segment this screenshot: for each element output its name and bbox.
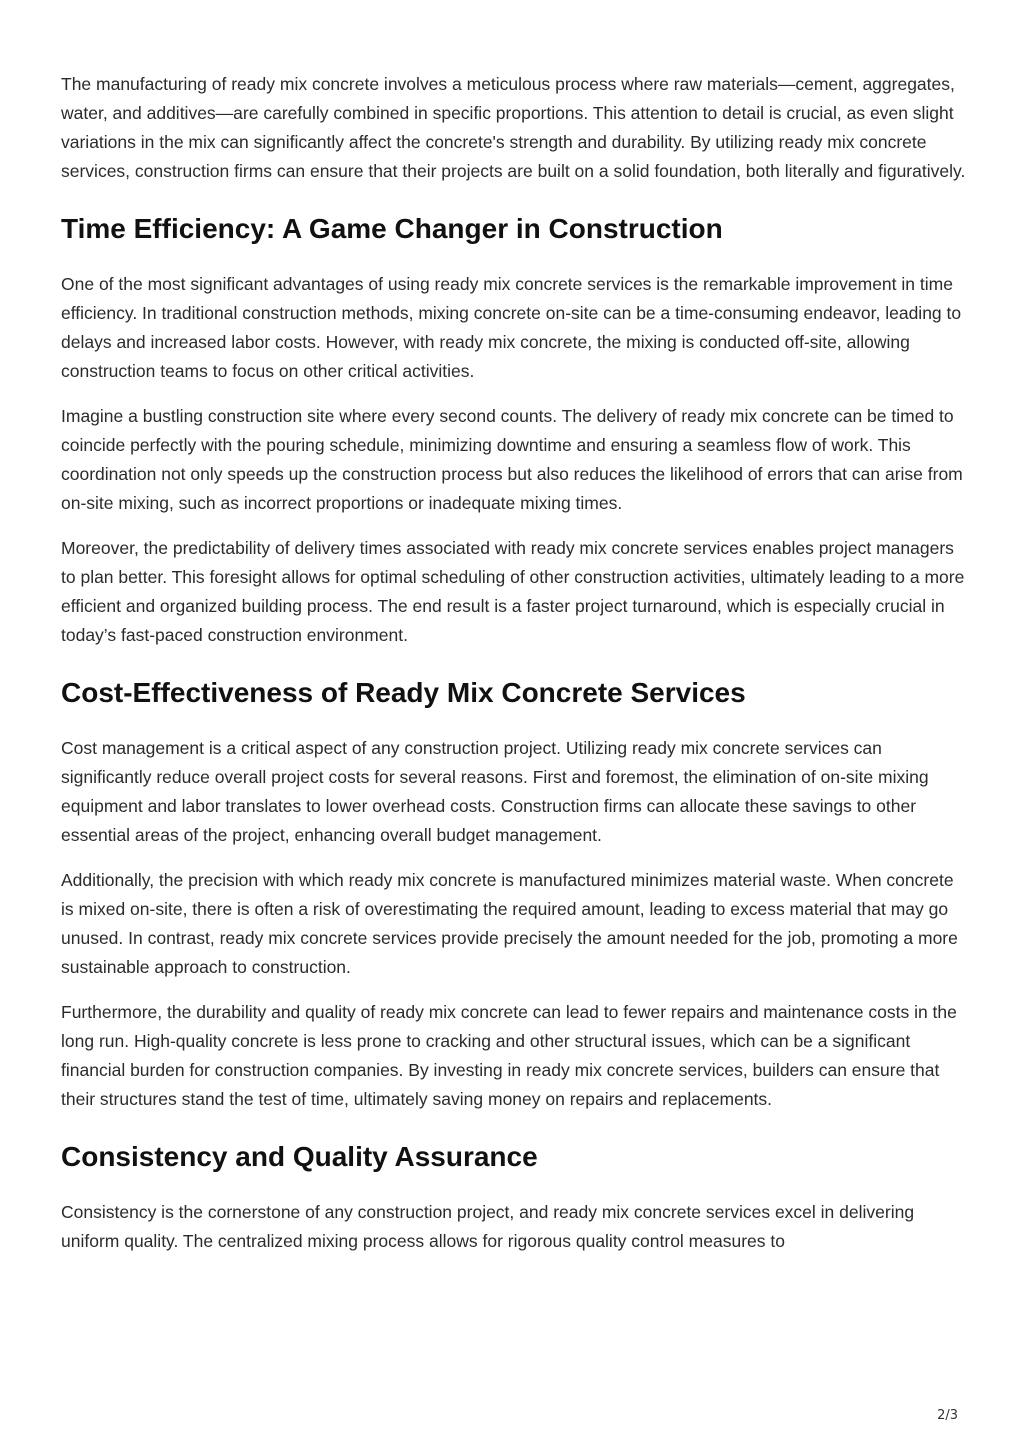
section-heading-time-efficiency: Time Efficiency: A Game Changer in Construction xyxy=(61,213,723,244)
page-number: 2/3 xyxy=(937,1408,958,1423)
intro-paragraph: The manufacturing of ready mix concrete involves a meticulous process where raw materials—cement, aggregates, water, and additives—are carefully combined in specific proportions. This attention to detail is crucial, as even slight variations in the mix can significantly affect the concrete's strength and durability. By utilizing ready mix concrete services, construction firms can ensure that their projects are built on a solid foundation, both literally and figuratively. xyxy=(61,74,966,181)
time-efficiency-paragraph-3: Moreover, the predictability of delivery times associated with ready mix concrete services enables project managers to plan better. This foresight allows for optimal scheduling of other construction activities, ultimately leading to a more efficient and organized building process. The end result is a faster project turnaround, which is especially crucial in today’s fast-paced construction environment. xyxy=(61,538,965,645)
document-body xyxy=(61,70,971,1272)
consistency-paragraph-1: Consistency is the cornerstone of any construction project, and ready mix concrete services excel in delivering uniform quality. The centralized mixing process allows for rigorous quality control measures to xyxy=(61,1202,915,1251)
cost-effectiveness-paragraph-3: Furthermore, the durability and quality of ready mix concrete can lead to fewer repairs and maintenance costs in the long run. High-quality concrete is less prone to cracking and other structural issues, which can be a significant financial burden for construction companies. By investing in ready mix concrete services, builders can ensure that their structures stand the test of time, ultimately saving money on repairs and replacements. xyxy=(61,1002,957,1109)
time-efficiency-paragraph-1: One of the most significant advantages of using ready mix concrete services is the remarkable improvement in time efficiency. In traditional construction methods, mixing concrete on-site can be a time-consuming endeavor, leading to delays and increased labor costs. However, with ready mix concrete, the mixing is conducted off-site, allowing construction teams to focus on other critical activities. xyxy=(61,274,962,381)
cost-effectiveness-paragraph-1: Cost management is a critical aspect of any construction project. Utilizing ready mix concrete services can significantly reduce overall project costs for several reasons. First and foremost, the elimination of on-site mixing equipment and labor translates to lower overhead costs. Construction firms can allocate these savings to other essential areas of the project, enhancing overall budget management. xyxy=(61,738,929,845)
section-heading-cost-effectiveness: Cost-Effectiveness of Ready Mix Concrete Services xyxy=(61,677,746,708)
time-efficiency-paragraph-2: Imagine a bustling construction site where every second counts. The delivery of ready mix concrete can be timed to coincide perfectly with the pouring schedule, minimizing downtime and ensuring a seamless flow of work. This coordination not only speeds up the construction process but also reduces the likelihood of errors that can arise from on-site mixing, such as incorrect proportions or inadequate mixing times. xyxy=(61,406,963,513)
cost-effectiveness-paragraph-2: Additionally, the precision with which ready mix concrete is manufactured minimizes material waste. When concrete is mixed on-site, there is often a risk of overestimating the required amount, leading to excess material that may go unused. In contrast, ready mix concrete services provide precisely the amount needed for the job, promoting a more sustainable approach to construction. xyxy=(61,870,958,977)
section-heading-consistency: Consistency and Quality Assurance xyxy=(61,1141,538,1172)
